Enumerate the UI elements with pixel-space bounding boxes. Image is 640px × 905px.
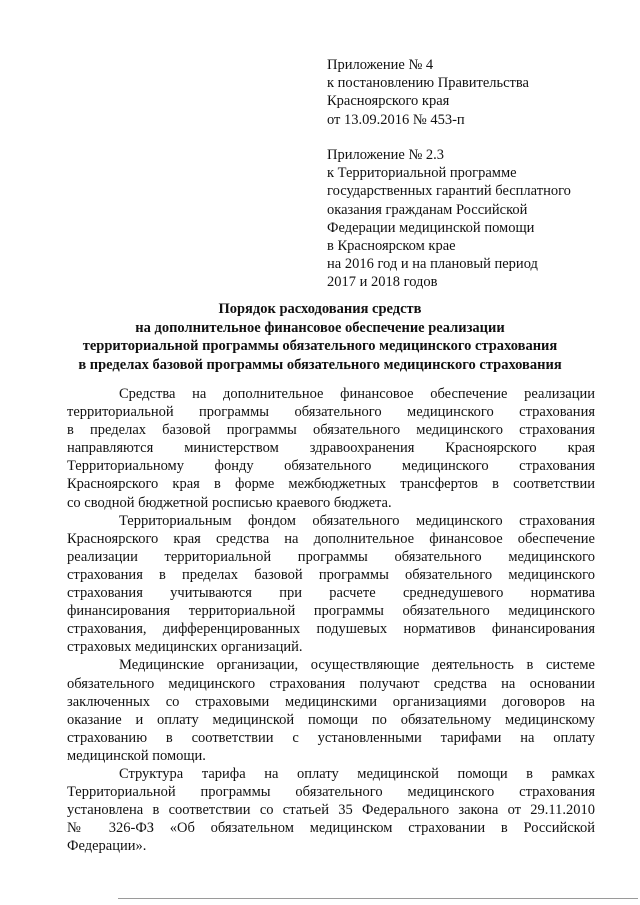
- paragraph-line: финансирования территориальной программы обязательного медицинского: [67, 603, 595, 620]
- appendix-4-line: от 13.09.2016 № 453-п: [327, 111, 465, 128]
- paragraph-line: страхования в пределах базовой программы обязательного медицинского: [67, 566, 595, 583]
- appendix-2-3-line: Федерации медицинской помощи: [327, 219, 535, 236]
- appendix-4-header: [327, 56, 529, 129]
- paragraph-medical-organizations: [67, 656, 595, 765]
- appendix-2-3-line: к Территориальной программе: [327, 165, 517, 182]
- appendix-4-line: Приложение № 4: [327, 57, 434, 73]
- document-body: [67, 385, 595, 855]
- appendix-2-3-line: оказания гражданам Российской: [327, 201, 528, 218]
- title-line: Порядок расходования средств: [218, 301, 422, 317]
- appendix-2-3-line: Приложение № 2.3: [327, 147, 445, 163]
- scan-edge-line: [118, 898, 638, 899]
- paragraph-line: реализации территориальной программы обязательного медицинского: [67, 548, 595, 565]
- paragraph-line: направляются министерством здравоохранения Красноярского края: [67, 440, 595, 457]
- title-line: на дополнительное финансовое обеспечение реализации: [135, 319, 505, 336]
- appendix-2-3-line: в Красноярском крае: [327, 238, 456, 255]
- paragraph-line: страхованию в соответствии с установленными тарифами на оплату: [67, 729, 595, 746]
- paragraph-line: страхования учитываются при расчете среднедушевого норматива: [67, 585, 595, 602]
- document-title: [40, 300, 600, 374]
- appendix-2-3-line: 2017 и 2018 годов: [327, 274, 438, 291]
- paragraph-line: № 326-ФЗ «Об обязательном медицинском страховании в Российской: [67, 820, 595, 837]
- paragraph-line: страховых медицинских организаций.: [67, 639, 303, 656]
- appendix-2-3-header: [327, 146, 571, 292]
- paragraph-line: Красноярского края в форме межбюджетных трансфертов в соответствии: [67, 476, 595, 493]
- paragraph-line: со сводной бюджетной росписью краевого бюджета.: [67, 494, 392, 511]
- paragraph-line: Территориальной программы обязательного медицинского страхования: [67, 784, 595, 801]
- paragraph-tariff-structure: [67, 765, 595, 855]
- paragraph-line: заключенных со страховыми медицинскими организациями договоров на: [67, 693, 595, 710]
- paragraph-line: установлена в соответствии со статьей 35 Федерального закона от 29.11.2010: [67, 802, 595, 819]
- paragraph-line: в пределах базовой программы обязательного медицинского страхования: [67, 422, 595, 439]
- paragraph-funding-source: [67, 385, 595, 512]
- paragraph-line: Территориальному фонду обязательного медицинского страхования: [67, 458, 595, 475]
- appendix-2-3-line: на 2016 год и на плановый период: [327, 256, 538, 273]
- paragraph-line: Федерации».: [67, 838, 147, 855]
- appendix-4-line: к постановлению Правительства: [327, 75, 529, 92]
- paragraph-line: Красноярского края средства на дополнительное финансовое обеспечение: [67, 530, 595, 547]
- paragraph-line: территориальной программы обязательного медицинского страхования: [67, 404, 595, 421]
- paragraph-line: страхования, дифференцированных подушевых нормативов финансирования: [67, 621, 595, 638]
- paragraph-line: Структура тарифа на оплату медицинской помощи в рамках: [119, 765, 595, 782]
- paragraph-line: Медицинские организации, осуществляющие деятельность в системе: [119, 657, 595, 674]
- appendix-4-line: Красноярского края: [327, 93, 450, 110]
- paragraph-fund-accounting: [67, 512, 595, 657]
- paragraph-line: обязательного медицинского страхования получают средства на основании: [67, 675, 595, 692]
- paragraph-line: Средства на дополнительное финансовое обеспечение реализации: [119, 386, 595, 402]
- paragraph-line: медицинской помощи.: [67, 747, 206, 764]
- paragraph-line: Территориальным фондом обязательного медицинского страхования: [119, 512, 595, 529]
- title-line: в пределах базовой программы обязательного медицинского страхования: [78, 356, 562, 373]
- paragraph-line: оказание и оплату медицинской помощи по обязательному медицинскому: [67, 711, 595, 728]
- appendix-2-3-line: государственных гарантий бесплатного: [327, 183, 571, 200]
- title-line: территориальной программы обязательного медицинского страхования: [82, 338, 558, 354]
